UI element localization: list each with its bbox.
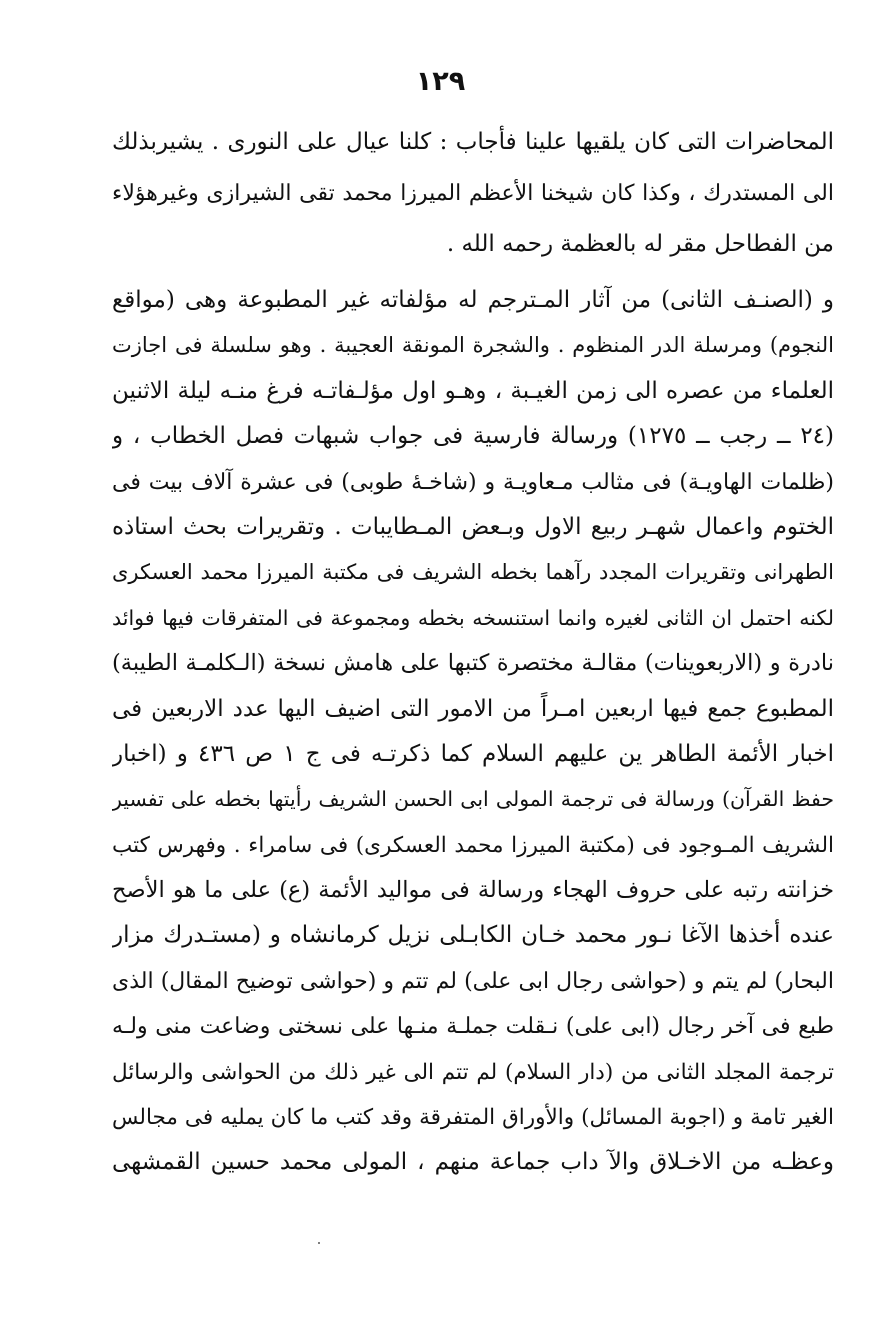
text-line: من الفطاحل مقر له بالعظمة رحمه الله . — [446, 231, 834, 257]
text-line: ترجمة المجلد الثانى من (دار السلام) لم تتم الى غير ذلك من الحواشى والرسائل — [112, 1059, 834, 1085]
scan-speck — [318, 1242, 320, 1244]
paragraph-1 — [112, 117, 834, 270]
text-line: حفظ القرآن) ورسالة فى ترجمة المولى ابى الحسن الشريف رأيتها بخطه على تفسير — [112, 787, 834, 812]
text-line: المحاضرات التى كان يلقيها علينا فأجاب : كلنا عيال على النورى . يشيربذلك — [112, 129, 834, 155]
text-line: الى المستدرك ، وكذا كان شيخنا الأعظم الميرزا محمد تقى الشيرازى وغيرهؤلاء — [112, 181, 834, 206]
text-line: البحار) لم يتم و (حواشى رجال ابى على) لم تتم و (حواشى توضيح المقال) الذى — [112, 968, 834, 994]
text-line: الغير تامة و (اجوبة المسائل) والأوراق المتفرقة وقد كتب ما كان يمليه فى مجالس — [112, 1105, 834, 1131]
text-line: عنده أخذها الآغا نـور محمد خـان الكابـلى نزيل كرمانشاه و (مستـدرك مزار — [112, 922, 834, 949]
text-line: خزانته رتبه على حروف الهجاء ورسالة فى مواليد الأئمة (ع) على ما هو الأصح — [112, 877, 834, 904]
page-number: ١٢٩ — [415, 66, 466, 97]
text-line: نادرة و (الاربعوينات) مقالـة مختصرة كتبها على هامش نسخة (الـكلمـة الطيبة) — [112, 650, 834, 677]
text-line: وعظـه من الاخـلاق والآ داب جماعة منهم ، المولى محمد حسين القمشهى — [112, 1149, 834, 1176]
text-line: العلماء من عصره الى زمن الغيـبة ، وهـو اول مؤلـفاتـه فرغ منـه ليلة الاثنين — [112, 377, 834, 404]
text-line: طبع فى آخر رجال (ابى على) نـقلت جملـة منـها على نسختى وضاعت منى ولـه — [112, 1014, 834, 1040]
text-line: الختوم واعمال شهـر ربيع الاول وبـعض المـطايبات . وتقريرات بحث استاذه — [112, 513, 834, 540]
text-line: (٢٤ ــ رجب ــ ١٢٧٥) ورسالة فارسية فى جواب شبهات فصل الخطاب ، و — [112, 423, 834, 450]
text-line: الطهرانى وتقريرات المجدد رآهما بخطه الشريف فى مكتبة الميرزا محمد العسكرى — [112, 560, 834, 585]
text-line: (ظلمات الهاويـة) فى مثالب مـعاويـة و (شاخـهٔ طوبى) فى عشرة آلاف بيت فى — [112, 469, 834, 495]
paragraph-2 — [112, 278, 834, 1186]
text-line: اخبار الأئمة الطاهر ين عليهم السلام كما ذكرتـه فى ج ١ ص ٤٣٦ و (اخبار — [112, 740, 834, 767]
text-line: المطبوع جمع فيها اربعين امـراً من الامور التى اضيف اليها عدد الاربعين فى — [112, 695, 834, 722]
text-line: النجوم) ومرسلة الدر المنظوم . والشجرة المونقة العجيبة . وهو سلسلة فى اجازت — [112, 333, 834, 358]
text-line: لكنه احتمل ان الثانى لغيره وانما استنسخه بخطه ومجموعة فى المتفرقات فيها فوائد — [112, 605, 834, 630]
text-line: و (الصنـف الثانى) من آثار المـترجم له مؤلفاته غير المطبوعة وهى (مواقع — [112, 287, 834, 313]
text-line: الشريف المـوجود فى (مكتبة الميرزا محمد العسكرى) فى سامراء . وفهرس كتب — [112, 832, 834, 858]
